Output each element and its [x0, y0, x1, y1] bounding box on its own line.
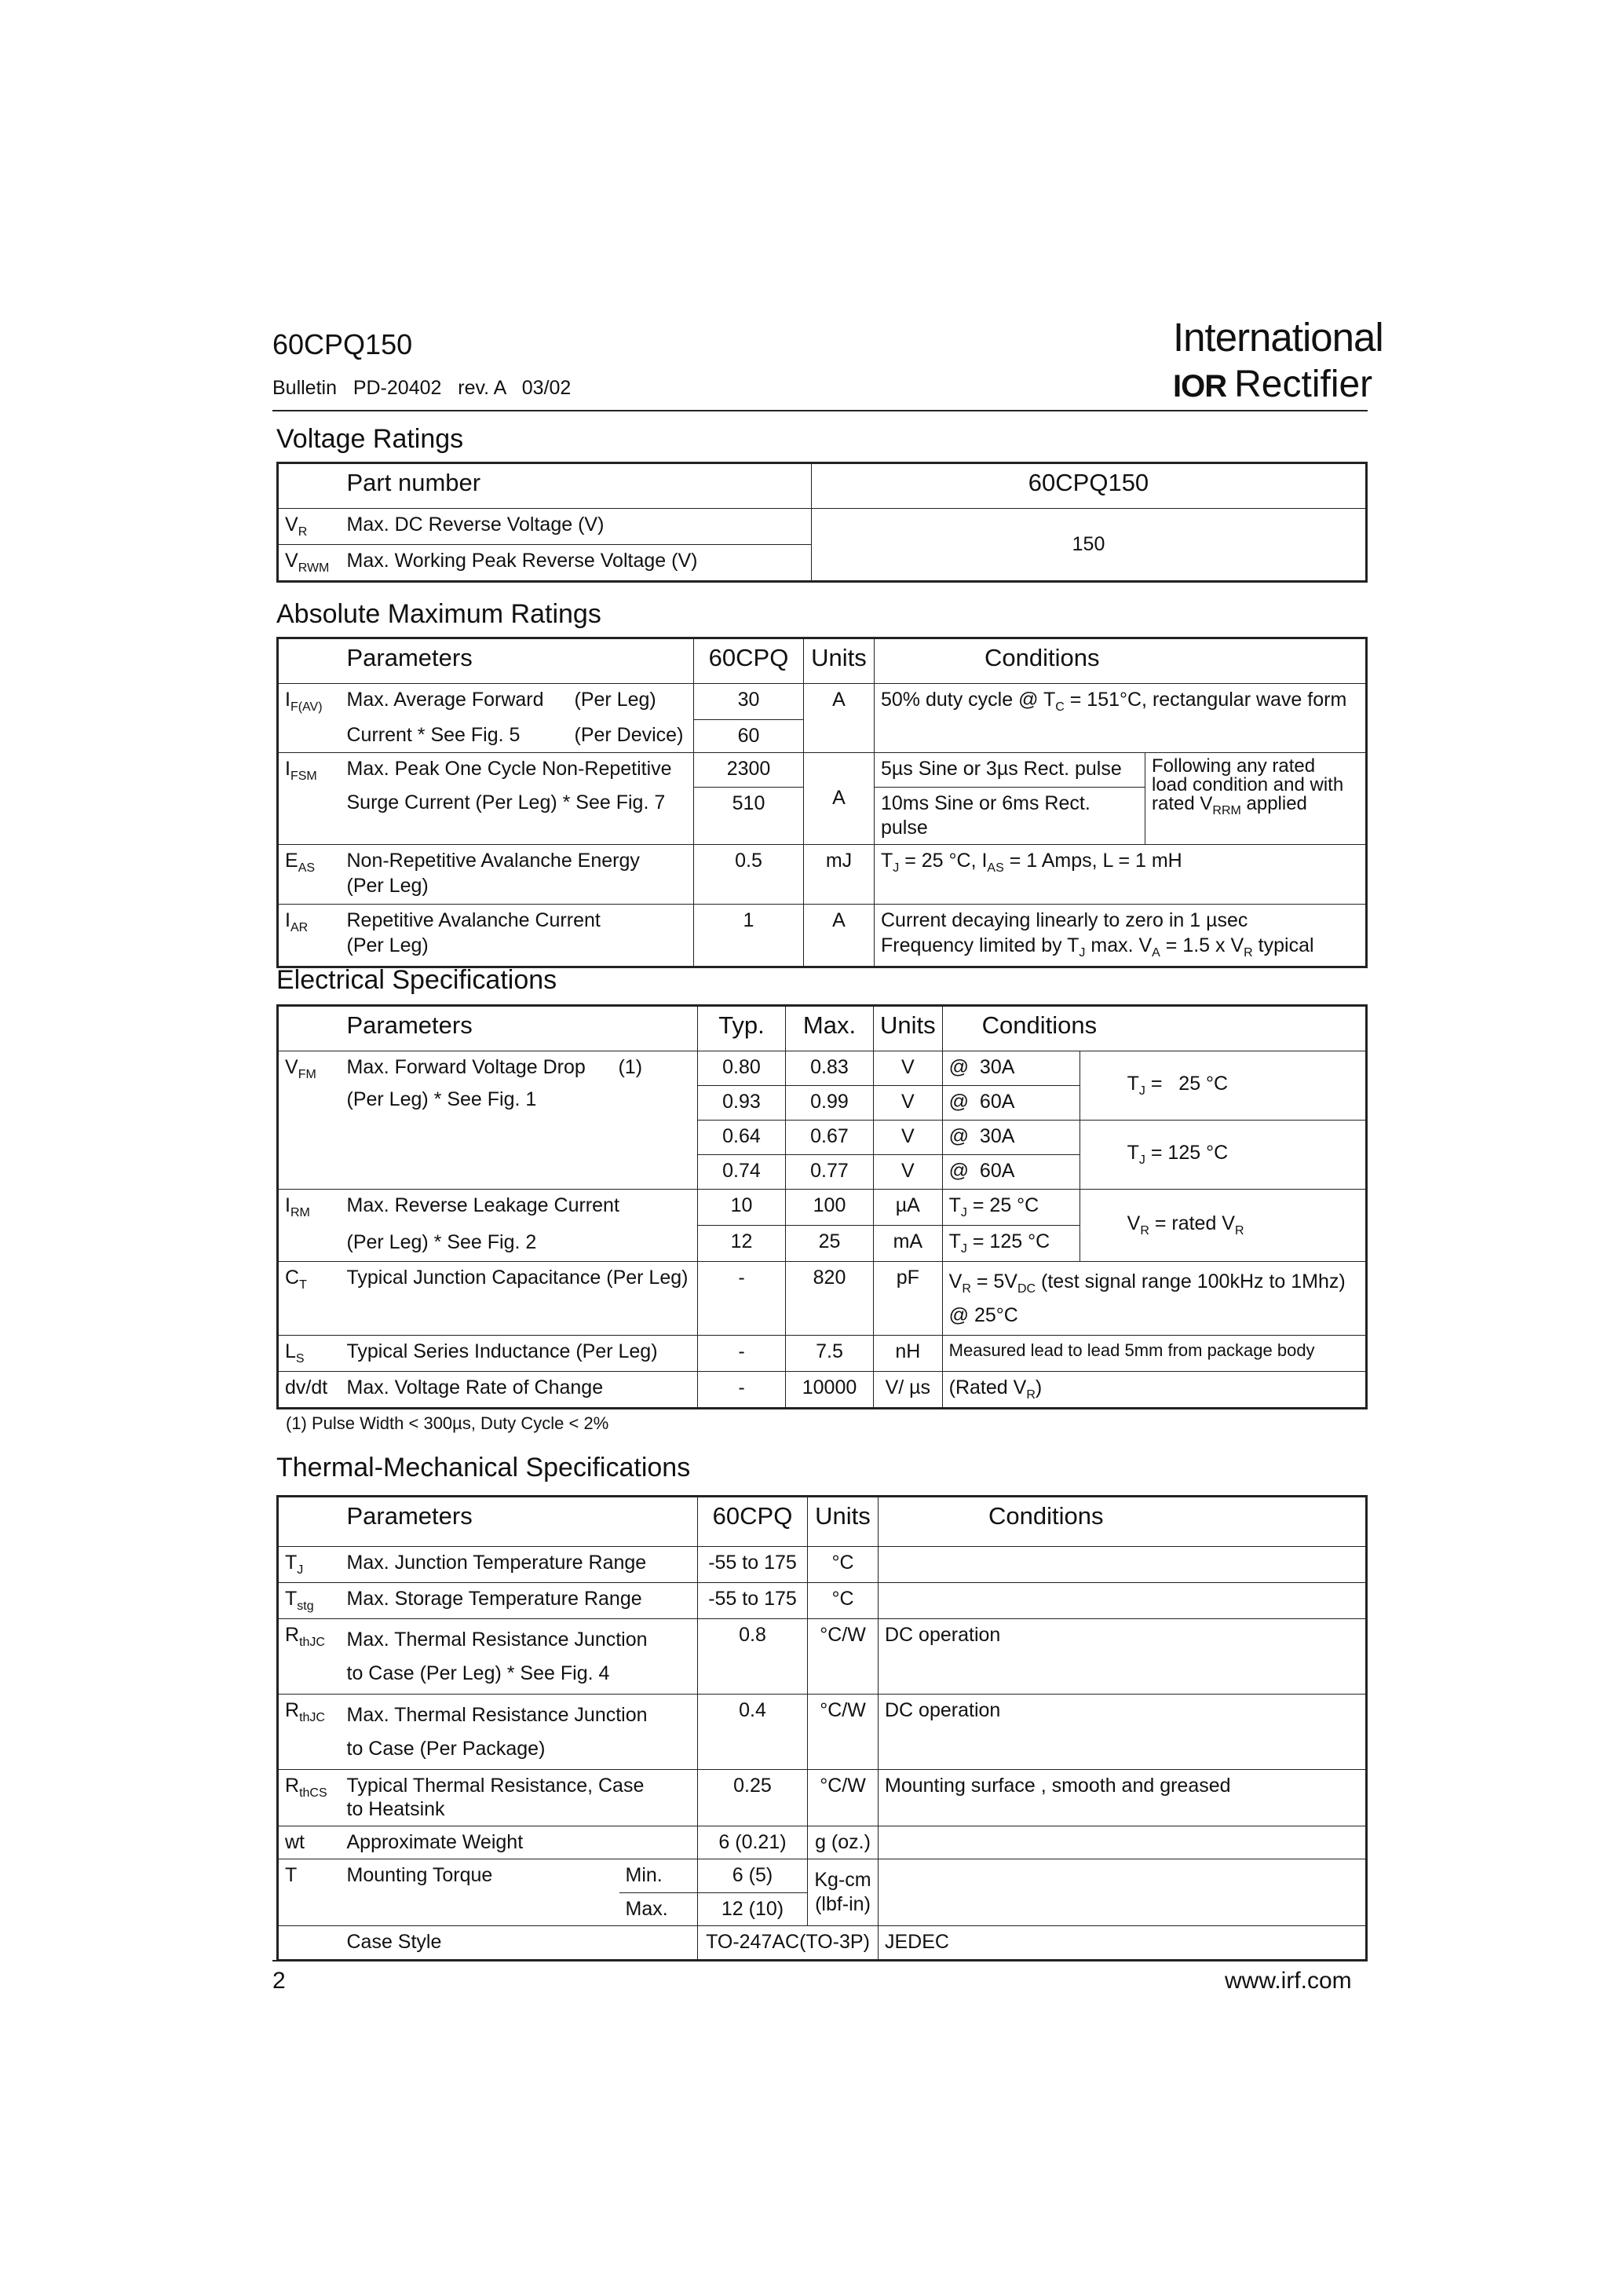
header-units: Units	[874, 1006, 943, 1051]
symbol-irm: $I_{RM}$	[278, 1190, 341, 1262]
symbol-eas: $E_{AS}$	[278, 845, 341, 905]
vfm-unit-2: V	[874, 1086, 943, 1121]
irm-max-1: 100	[786, 1190, 874, 1226]
header-60cpq: 60CPQ	[694, 638, 804, 684]
header-units: Units	[804, 638, 875, 684]
irm-unit-2: mA	[874, 1226, 943, 1262]
vfm-max-4: 0.77	[786, 1155, 874, 1190]
value-rthcs: 0.25	[698, 1770, 808, 1826]
desc-case-style: Case Style	[341, 1925, 698, 1960]
footer-url[interactable]: www.irf.com	[1225, 1968, 1352, 1994]
desc-vfm: Max. Forward Voltage Drop (1) (Per Leg) * See Fig. 1	[341, 1051, 698, 1190]
ct-typ: -	[698, 1262, 786, 1336]
symbol-vr: $V_R$	[278, 509, 341, 545]
symbol-tj: $T_J$	[278, 1547, 341, 1583]
value-ifav-device: 60	[694, 719, 804, 752]
header-parameters: Parameters	[341, 638, 694, 684]
symbol-torque: T	[278, 1859, 341, 1926]
desc-eas: Non-Repetitive Avalanche Energy (Per Leg)	[341, 845, 694, 905]
cond-rthcs: Mounting surface , smooth and greased	[879, 1770, 1367, 1826]
header-units: Units	[808, 1497, 879, 1547]
value-torque-min: 6 (5)	[698, 1859, 808, 1892]
value-rthjc-leg: 0.8	[698, 1619, 808, 1695]
desc-ifsm-2: Surge Current (Per Leg) * See Fig. 7	[341, 787, 694, 845]
header-conditions: Conditions	[879, 1497, 1367, 1547]
symbol-iar: $I_{AR}$	[278, 905, 341, 967]
value-voltage: 150	[812, 509, 1367, 582]
value-iar: 1	[694, 905, 804, 967]
header-parameters: Parameters	[341, 1497, 698, 1547]
vfm-cond-4: @ 60A	[942, 1155, 1080, 1190]
symbol-ls: $L_S$	[278, 1335, 341, 1371]
irm-typ-2: 12	[698, 1226, 786, 1262]
desc-iar: Repetitive Avalanche Current (Per Leg)	[341, 905, 694, 967]
absolute-max-title: Absolute Maximum Ratings	[276, 599, 601, 629]
symbol-rthcs: $R_{thCS}$	[278, 1770, 341, 1826]
vfm-max-2: 0.99	[786, 1086, 874, 1121]
dvdt-cond: (Rated $V_R$)	[942, 1371, 1366, 1408]
symbol-vfm: $V_{FM}$	[278, 1051, 341, 1190]
thermal-spec-table	[276, 1495, 1368, 1961]
voltage-ratings-table	[276, 462, 1368, 583]
torque-min-label: Min.	[619, 1859, 698, 1892]
vfm-tj-125: $T_J = 125$ °C	[1080, 1121, 1366, 1190]
header-max: Max.	[786, 1006, 874, 1051]
desc-ct: Typical Junction Capacitance (Per Leg)	[341, 1262, 698, 1336]
ct-unit: pF	[874, 1262, 943, 1336]
vfm-typ-2: 0.93	[698, 1086, 786, 1121]
vfm-typ-3: 0.64	[698, 1121, 786, 1155]
vfm-unit-1: V	[874, 1051, 943, 1086]
irm-unit-1: µA	[874, 1190, 943, 1226]
value-tj: -55 to 175	[698, 1547, 808, 1583]
cond-ifav: 50% duty cycle @ $T_C = 151^\circ C$, rectangular wave form	[875, 684, 1367, 720]
header-60cpq: 60CPQ	[698, 1497, 808, 1547]
vfm-cond-1: @ 30A	[942, 1051, 1080, 1086]
symbol-rthjc-pkg: $R_{thJC}$	[278, 1695, 341, 1770]
logo-rectifier: Rectifier	[1234, 364, 1373, 405]
ls-cond: Measured lead to lead 5mm from package body	[942, 1335, 1366, 1371]
irm-typ-1: 10	[698, 1190, 786, 1226]
unit-eas: mJ	[804, 845, 875, 905]
ct-max: 820	[786, 1262, 874, 1336]
cond-ifsm-5us: 5µs Sine or 3µs Rect. pulse	[875, 752, 1145, 787]
ls-unit: nH	[874, 1335, 943, 1371]
value-ifav-leg: 30	[694, 684, 804, 720]
desc-dvdt: Max. Voltage Rate of Change	[341, 1371, 698, 1408]
desc-wt: Approximate Weight	[341, 1826, 698, 1859]
voltage-ratings-title: Voltage Ratings	[276, 424, 464, 454]
symbol-wt: wt	[278, 1826, 341, 1859]
logo-ior-mark: IOR	[1173, 369, 1227, 404]
value-ifsm-5us: 2300	[694, 752, 804, 787]
symbol-ifsm: $I_{FSM}$	[278, 752, 341, 845]
desc-ifav-2: Current * See Fig. 5 (Per Device)	[341, 719, 694, 752]
cond-eas: $T_J = 25$ °C, $I_{AS} = 1$ Amps, L = 1 mH	[875, 845, 1367, 905]
logo-international: International	[1173, 315, 1383, 360]
vfm-typ-1: 0.80	[698, 1051, 786, 1086]
symbol-ifav: $I_{F(AV)}$	[278, 684, 341, 753]
unit-wt: g (oz.)	[808, 1826, 879, 1859]
header-parameters: Parameters	[341, 1006, 698, 1051]
cond-ifsm-10ms: 10ms Sine or 6ms Rect. pulse	[875, 787, 1145, 845]
torque-max-label: Max.	[619, 1892, 698, 1925]
thermal-spec-title: Thermal-Mechanical Specifications	[276, 1453, 691, 1483]
logo	[1173, 363, 1372, 406]
unit-iar: A	[804, 905, 875, 967]
value-rthjc-pkg: 0.4	[698, 1695, 808, 1770]
symbol-ct: $C_T$	[278, 1262, 341, 1336]
unit-tj: °C	[808, 1547, 879, 1583]
ct-cond: $V_R = 5V_{DC}$ (test signal range 100kHz to 1Mhz) @ 25°C	[942, 1262, 1366, 1336]
cond-rthjc-pkg: DC operation	[879, 1695, 1367, 1770]
value-wt: 6 (0.21)	[698, 1826, 808, 1859]
irm-cond-1: $T_J = 25$ °C	[942, 1190, 1080, 1226]
symbol-rthjc-leg: $R_{thJC}$	[278, 1619, 341, 1695]
irm-cond-2: $T_J = 125$ °C	[942, 1226, 1080, 1262]
unit-tstg: °C	[808, 1583, 879, 1619]
vfm-cond-3: @ 30A	[942, 1121, 1080, 1155]
header-typ: Typ.	[698, 1006, 786, 1051]
unit-ifsm: A	[804, 752, 875, 845]
header-conditions: Conditions	[875, 638, 1367, 684]
vfm-tj-25: $T_J = 25$ °C	[1080, 1051, 1366, 1121]
irm-vr-rated: $V_R$ = rated $V_R$	[1080, 1190, 1366, 1262]
desc-rthcs: Typical Thermal Resistance, Case to Heatsink	[341, 1770, 698, 1826]
desc-irm: Max. Reverse Leakage Current (Per Leg) * See Fig. 2	[341, 1190, 698, 1262]
cond-case-style: JEDEC	[879, 1925, 1367, 1960]
vfm-max-3: 0.67	[786, 1121, 874, 1155]
bulletin-line: Bulletin PD-20402 rev. A 03/02	[272, 377, 572, 399]
ls-typ: -	[698, 1335, 786, 1371]
value-tstg: -55 to 175	[698, 1583, 808, 1619]
desc-ifsm-1: Max. Peak One Cycle Non-Repetitive	[341, 752, 694, 787]
unit-torque: Kg-cm (lbf-in)	[808, 1859, 879, 1926]
electrical-spec-title: Electrical Specifications	[276, 965, 557, 995]
header-part-value: 60CPQ150	[812, 463, 1367, 509]
footnote-pulse-width: (1) Pulse Width < 300µs, Duty Cycle < 2%	[286, 1413, 609, 1433]
symbol-vrwm: $V_{RWM}$	[278, 545, 341, 582]
electrical-spec-table	[276, 1004, 1368, 1409]
dvdt-unit: V/ µs	[874, 1371, 943, 1408]
value-case-style: TO-247AC(TO-3P)	[698, 1925, 879, 1960]
desc-tj: Max. Junction Temperature Range	[341, 1547, 698, 1583]
absolute-max-table	[276, 637, 1368, 968]
page-number: 2	[272, 1968, 286, 1994]
vfm-typ-4: 0.74	[698, 1155, 786, 1190]
header-rule	[272, 410, 1368, 411]
cond-rthjc-leg: DC operation	[879, 1619, 1367, 1695]
unit-rthcs: °C/W	[808, 1770, 879, 1826]
symbol-tstg: $T_{stg}$	[278, 1583, 341, 1619]
value-ifsm-10ms: 510	[694, 787, 804, 845]
desc-torque: Mounting Torque	[341, 1859, 619, 1926]
irm-max-2: 25	[786, 1226, 874, 1262]
desc-rthjc-leg: Max. Thermal Resistance Junction to Case (Per Leg) * See Fig. 4	[341, 1619, 698, 1695]
desc-ifav-1: Max. Average Forward (Per Leg)	[341, 684, 694, 720]
unit-rthjc-pkg: °C/W	[808, 1695, 879, 1770]
unit-ifav: A	[804, 684, 875, 720]
vfm-unit-3: V	[874, 1121, 943, 1155]
desc-rthjc-pkg: Max. Thermal Resistance Junction to Case (Per Package)	[341, 1695, 698, 1770]
dvdt-typ: -	[698, 1371, 786, 1408]
footer-rule	[272, 1960, 1368, 1961]
header-part-number: Part number	[341, 463, 812, 509]
vfm-cond-2: @ 60A	[942, 1086, 1080, 1121]
value-torque-max: 12 (10)	[698, 1892, 808, 1925]
header-conditions: Conditions	[942, 1006, 1366, 1051]
desc-vr: Max. DC Reverse Voltage (V)	[341, 509, 812, 545]
part-number-title: 60CPQ150	[272, 328, 413, 360]
vfm-unit-4: V	[874, 1155, 943, 1190]
unit-rthjc-leg: °C/W	[808, 1619, 879, 1695]
cond-ifsm-following: Following any rated load condition and with rated $V_{RRM}$ applied	[1145, 752, 1367, 845]
desc-vrwm: Max. Working Peak Reverse Voltage (V)	[341, 545, 812, 582]
cond-iar: Current decaying linearly to zero in 1 µsec Frequency limited by $T_J$ max. $V_A = 1.5$ x $V_R$ typical	[875, 905, 1367, 967]
desc-tstg: Max. Storage Temperature Range	[341, 1583, 698, 1619]
vfm-max-1: 0.83	[786, 1051, 874, 1086]
symbol-dvdt: dv/dt	[278, 1371, 341, 1408]
dvdt-max: 10000	[786, 1371, 874, 1408]
ls-max: 7.5	[786, 1335, 874, 1371]
desc-ls: Typical Series Inductance (Per Leg)	[341, 1335, 698, 1371]
value-eas: 0.5	[694, 845, 804, 905]
